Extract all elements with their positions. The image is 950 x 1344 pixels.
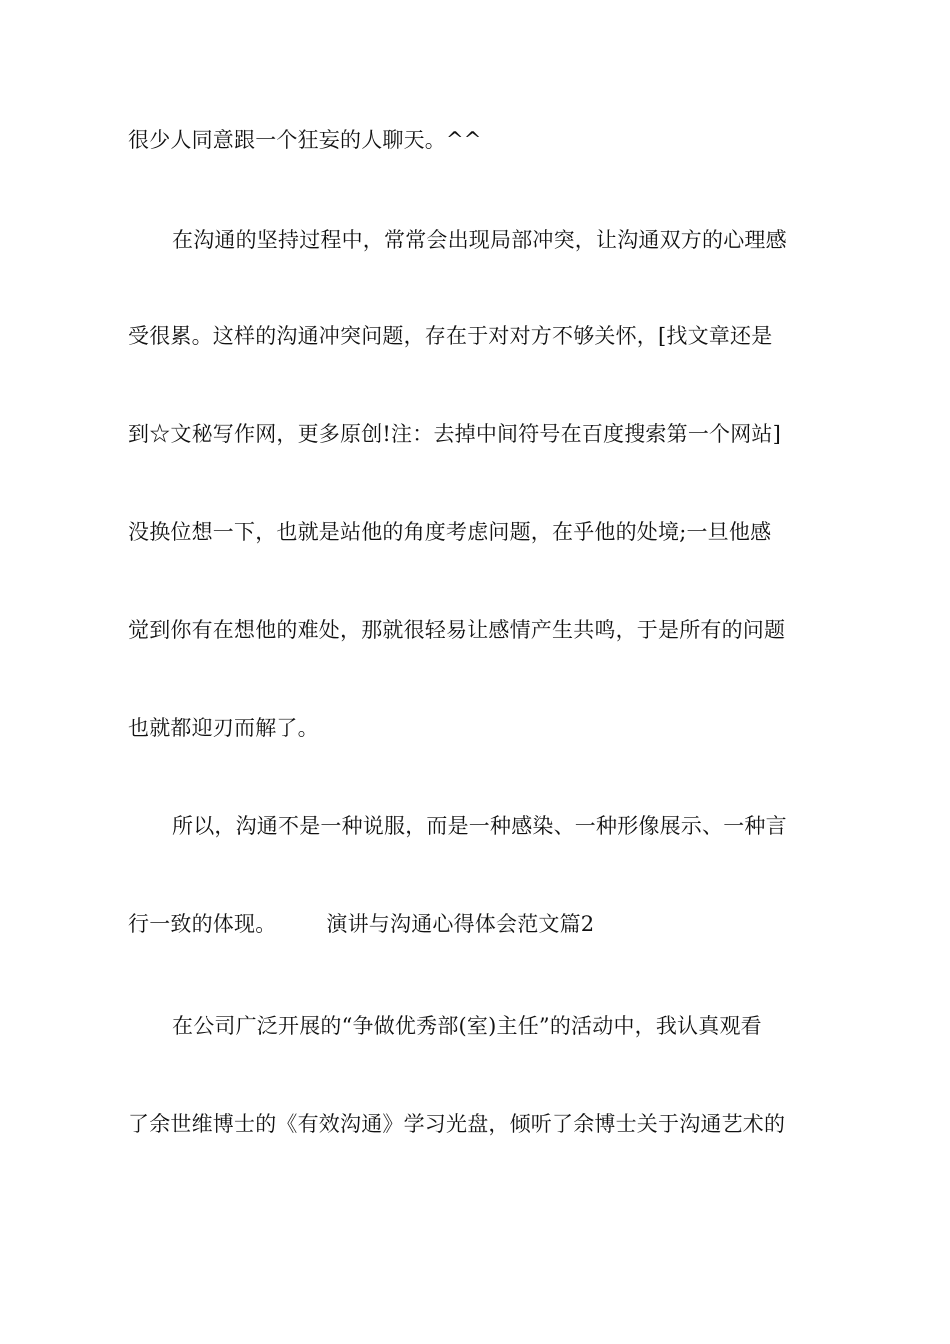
paragraph-line: 到☆文秘写作网，更多原创!注：去掉中间符号在百度搜索第一个网站] xyxy=(128,422,782,446)
paragraph-line: 在沟通的坚持过程中，常常会出现局部冲突，让沟通双方的心理感 xyxy=(172,228,787,252)
paragraph-line: 行一致的体现。 xyxy=(128,912,277,936)
paragraph-line: 所以，沟通不是一种说服，而是一种感染、一种形像展示、一种言 xyxy=(172,814,787,838)
paragraph-line-with-heading xyxy=(128,910,828,938)
paragraph-line: 了余世维博士的《有效沟通》学习光盘，倾听了余博士关于沟通艺术的 xyxy=(128,1112,786,1136)
paragraph-line: 在公司广泛开展的“争做优秀部(室)主任”的活动中，我认真观看 xyxy=(172,1014,762,1038)
paragraph-line: 没换位想一下，也就是站他的角度考虑问题，在乎他的处境;一旦他感 xyxy=(128,520,772,544)
paragraph-line: 受很累。这样的沟通冲突问题，存在于对对方不够关怀，[找文章还是 xyxy=(128,324,773,348)
section-heading: 演讲与沟通心得体会范文篇2 xyxy=(326,912,595,936)
paragraph-line: 也就都迎刃而解了。 xyxy=(128,716,319,740)
paragraph-line: 觉到你有在想他的难处，那就很轻易让感情产生共鸣，于是所有的问题 xyxy=(128,618,786,642)
paragraph-line: 很少人同意跟一个狂妄的人聊天。^^ xyxy=(128,128,482,152)
